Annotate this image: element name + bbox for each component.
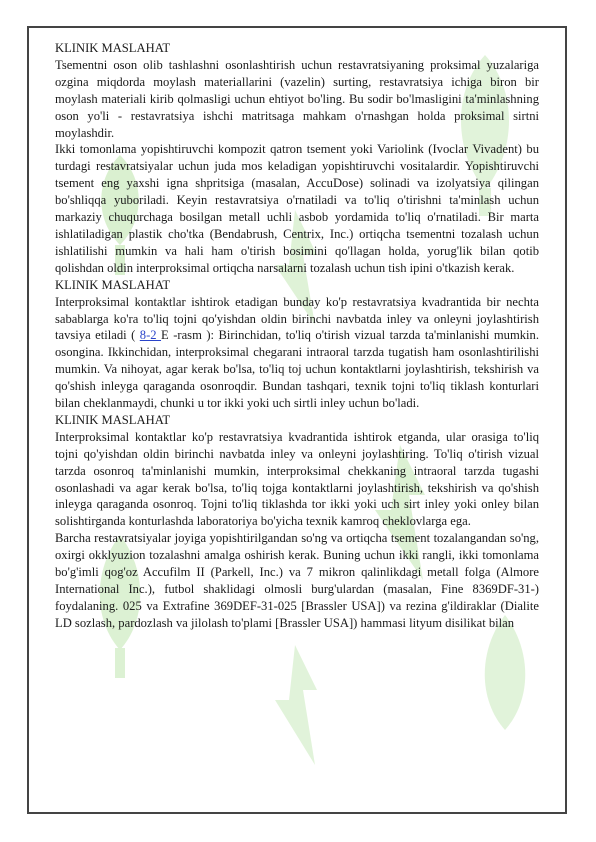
paragraph-text: Interproksimal kontaktlar ishtirok etadigan bunday ko'p restavratsiya kvadrantida bir nechta sabablarga ko'ra to'liq tojni qo'yishdan oldin birinchi navbatda inley va onleyni joylashtirish tavsiya etiladi ( bbox=[55, 294, 539, 343]
paragraph-text: E -rasm ): Birinchidan, to'liq o'tirish vizual tarzda ta'minlanishi mumkin. osongina. Ikkinchidan, interproksimal chegarani intraoral tarzda tugatish ham osonlashtirilishi mumkin. Va nihoyat, agar kerak bo'lsa, to'liq toj uchun kontaktlarni joylashtirish, tekshirish va qo'shish inleyga qaraganda osonroqdir. Bundan tashqari, texnik tojni to'liq tiklash konturlari bilan cheklanmaydi, chunki u tor ikki yoki uch sirtli inley uchun bo'ladi. bbox=[55, 328, 539, 411]
figure-link[interactable]: 8-2 bbox=[139, 328, 162, 343]
paragraph: Interproksimal kontaktlar ko'p restavratsiya kvadrantida ishtirok etganda, ular orasiga to'liq tojni qo'yishdan oldin birinchi navbatda inley va onleyni joylashtiring. To'liq o'tirish vizual tarzda osonroq ta'minlanishi mumkin, interproksimal chekkaning intraoral tarzda tugashi osonlashadi va agar kerak bo'lsa, to'liq tojga kontaktlarni joylashtirish, tekshirish va qo'shish inleyga qaraganda osonroq. Tojni to'liq tiklashda tor ikki yoki uch sirt inley yoki onley bilan solishtirganda konturlashda laboratoriya bo'yicha texnik kamroq cheklovlarga ega. bbox=[55, 429, 539, 529]
paragraph bbox=[55, 294, 539, 412]
paragraph: Ikki tomonlama yopishtiruvchi kompozit qatron tsement yoki Variolink (Ivoclar Vivadent) bu turdagi restavratsiyalar uchun juda mos keladigan yopishtiruvchi vositalardir. Yopishtiruvchi tsement eng yaxshi igna shpritsiga (masalan, AccuDose) solinadi va izolyatsiya qilingan bo'shliqqa yuboriladi. Keyin restavratsiya o'rnatiladi va to'liq o'tirishni ta'minlash uchun markaziy chuqurchaga bosilgan metall uchli asbob yordamida to'liq o'rnatiladi. Bir marta ishlatiladigan plastik cho'tka (Bendabrush, Centrix, Inc.) ortiqcha tsementni tozalash uchun ishlatilishi mumkin va hali ham o'tirish bosimini qo'llagan holda, yorug'lik bilan qotib qolishdan oldin interproksimal ortiqcha narsalarni tozalash uchun tish ipini o'tkazish kerak. bbox=[55, 142, 539, 275]
document-body bbox=[55, 40, 539, 632]
section-heading: KLINIK MASLAHAT bbox=[55, 41, 171, 55]
paragraph: Tsementni oson olib tashlashni osonlashtirish uchun restavratsiyaning proksimal yuzalariga ozgina miqdorda moylash materiallarini (vazelin) surting, restavratsiya ichiga biron bir moylash materiali kirib qolmasligi uchun ehtiyot bo'ling. Bu sodir bo'lmasligini ta'minlashning oson yo'li - restavratsiya ishchi matritsaga mahkam o'rnashgan holda proksimal sirtni moylashdir. bbox=[55, 57, 539, 140]
paragraph: Barcha restavratsiyalar joyiga yopishtirilgandan so'ng va ortiqcha tsement tozalangandan so'ng, oxirgi okklyuzion tozalashni amalga oshirish kerak. Buning uchun ikki rangli, ikki tomonlama bo'g'imli qog'oz Accufilm II (Parkell, Inc.) va 7 mikron qalinlikdagi metall folga (Almore International Inc.), futbol shaklidagi olmosli burg'ulardan (masalan, Fine 8369DF-31-) foydalaning. 025 va Extrafine 369DEF-31-025 [Brassler USA]) va rezina g'ildiraklar (Dialite LD sozlash, pardozlash va jilolash to'plami [Brassler USA]) hammasi lityum disilikat bilan bbox=[55, 531, 539, 630]
section-heading: KLINIK MASLAHAT bbox=[55, 412, 171, 427]
section-heading: KLINIK MASLAHAT bbox=[55, 277, 171, 292]
